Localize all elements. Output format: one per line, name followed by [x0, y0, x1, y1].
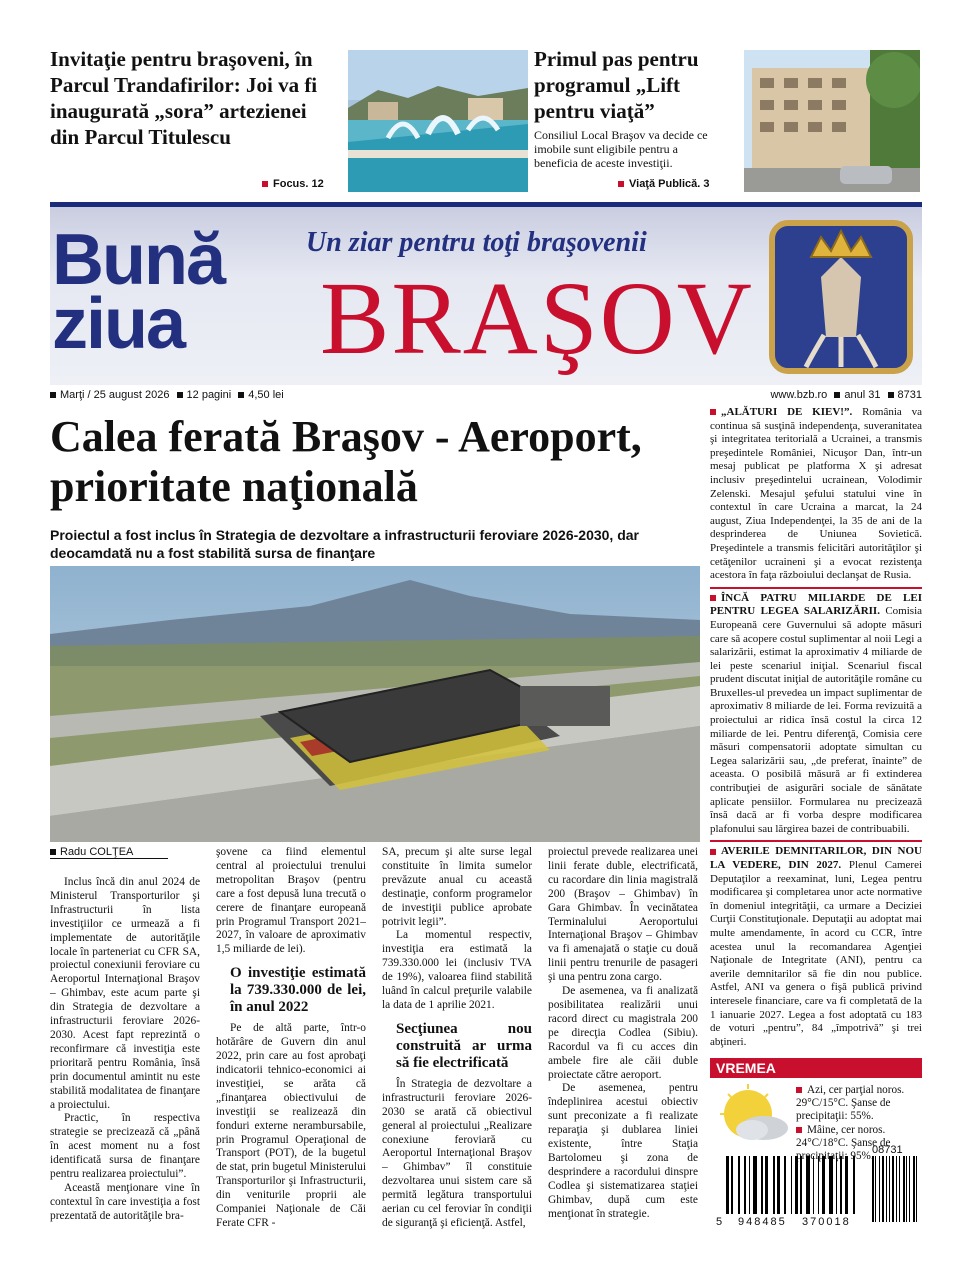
subheading-electrification: Secţiunea nou construită ar urma să fie electrificată [396, 1020, 532, 1071]
barcode-bar [784, 1156, 785, 1214]
issue-date: Marţi / 25 august 2026 [60, 389, 170, 401]
year-of-publication: anul 31 [844, 389, 881, 401]
teaser-1[interactable] [50, 46, 340, 196]
author-byline [50, 846, 168, 859]
logo-brasov: BRAŞOV [320, 261, 754, 376]
barcode-bar [906, 1156, 907, 1222]
barcode-bar [829, 1156, 833, 1214]
barcode-bar [822, 1156, 825, 1214]
issue-number: 8731 [897, 389, 922, 401]
barcode-bar [731, 1156, 732, 1214]
barcode-bar [875, 1156, 876, 1222]
logo-buna: Bună [52, 220, 224, 300]
bullet-icon [177, 392, 183, 398]
barcode-bar [872, 1156, 874, 1222]
main-headline[interactable]: Calea ferată Braşov - Aeroport, prioritate naţională [50, 412, 642, 511]
teaser-1-image [348, 50, 528, 192]
website-link[interactable]: www.bzb.ro [770, 389, 828, 401]
barcode-addon-number: 08731 [872, 1144, 903, 1156]
barcode-bar [886, 1156, 887, 1222]
teaser-1-ref-text: Focus. 12 [273, 178, 324, 190]
barcode-digit: 5 [716, 1216, 723, 1228]
dateline [50, 389, 922, 401]
tagline: Un ziar pentru toţi braşovenii [306, 227, 647, 258]
bullet-icon [710, 849, 716, 855]
article-paragraph: Această menţionare vine în contextul în care investiţia a fost prezentată de autorităţile bra- [50, 1181, 200, 1222]
brief-salarizare[interactable] [710, 587, 922, 837]
bullet-icon [834, 392, 840, 398]
barcode-bar [813, 1156, 814, 1214]
bullet-icon [710, 409, 716, 415]
barcode-bar [913, 1156, 915, 1222]
weather-today-text: Azi, cer parţial noros. 29°C/15°C. Şanse de precipitaţii: 55%. [796, 1084, 905, 1122]
teaser-1-title: Invitaţie pentru braşoveni, în Parcul Trandafirilor: Joi va fi inaugurată „sora” artezienei din Parcul Titulescu [50, 47, 318, 149]
article-column-1 [50, 876, 200, 1224]
brief-text: România va continua să susţină independenţa, suveranitatea şi integritatea teritorială a Ucrainei, a transmis preşedintele României, Nicuşor Dan, într-un mesaj publicat pe platforma X şi adresat inclusiv preşedintelui ucrainean, Volodimir Zelenski. Mesajul şefului statului vine în contextul în care Ucraina a marcat, la 24 august, Ziua Independenţei, la 35 de ani de la desprinderea de Uniunea Sovietică. Preşedintele a transmis felicitări autorităţilor şi cetăţenilor ucraineni şi a evocat rezistenţa acestora în faţa războiului declanşat de Rusia. [710, 406, 922, 582]
teaser-2-title: Primul pas pentru programul „Lift pentru viaţă” [534, 47, 699, 123]
article-paragraph: Practic, în respectiva strategie se precizează că „până în acest moment nu a fost identificată sursa de finanţare pentru realizarea proiectului”. [50, 1112, 200, 1181]
teaser-2-image [744, 50, 920, 192]
barcode-bar [916, 1156, 917, 1222]
article-paragraph: SA, precum şi alte surse legal constituite în limita sumelor prevăzute anual cu această destinaţie, conform programelor de investiţii publice aprobate potrivit legii”. [382, 846, 532, 928]
barcode-bar [806, 1156, 810, 1214]
barcode-bar [909, 1156, 910, 1222]
article-column-3 [382, 846, 532, 1231]
logo-ziua: ziua [52, 284, 185, 364]
barcode-bar [882, 1156, 884, 1222]
barcode-bar [879, 1156, 880, 1222]
article-paragraph: Inclus încă din anul 2024 de Ministerul Transporturilor şi Infrastructurii în lista investiţiilor ce urmează a fi implementate de autorităţile locale în parteneriat cu CFR SA, proiectul conexiunii feroviare cu Aeroportul Internaţional Braşov – Ghimbav, este acum parte şi din Strategia de dezvoltare a infrastructurii feroviare 2026-2030. Acest fapt reprezintă o reconfirmare că investiţia este prioritară pentru România, însă prin documentul amintit nu este stabilită modalitatea de finanţare a proiectului. [50, 876, 200, 1111]
barcode-bar [777, 1156, 780, 1214]
article-paragraph: În Strategia de dezvoltare a infrastructurii feroviare 2026-2030 se arată că obiectivul general al proiectului „Realizare conexiune feroviară cu Aeroportul Internaţional Braşov – Ghimbav” îl constituie dezvoltarea unui sistem care să permită legătura transportului aerian cu cel feroviar în condiţii de siguranţă şi eficienţă. Astfel, [382, 1077, 532, 1229]
bullet-icon [238, 392, 244, 398]
brief-text: Comisia Europeană cere Guvernului să adopte măsuri care să acopere costul suplimentar al noii Legi a salarizării, estimat la aproximativ 4 miliarde de lei peste scenariul iniţial. Scenariul fiscal prudent discutat iniţial de autorităţile române cu Bruxelles-ul prevedea un impact suplimentar de aproximativ 8 miliarde de lei. Forma revizuită a proiectului ar ridica însă costul la circa 12 miliarde de lei. Pentru diferenţă, Comisia cere măsuri compensatorii adoptate simultan cu Legea salarizării sau, „de preferat, înainte” de aceasta. O posibilă măsură ar fi extinderea contribuţiei de asigurări sociale de sănătate aplicate pensiilor. Formularea nu precizează însă dacă ar fi vorba despre modificarea plafonului sau lărgirea bazei de contribuabili. [710, 605, 923, 835]
barcode-bar [773, 1156, 774, 1214]
bullet-icon [796, 1087, 802, 1093]
barcode-bar [853, 1156, 854, 1214]
brief-title: „ALĂTURI DE KIEV!”. [721, 406, 853, 418]
page-count: 12 pagini [186, 389, 232, 401]
news-briefs [710, 406, 922, 1053]
article-column-2 [216, 846, 366, 1231]
brief-text: Plenul Camerei Deputaţilor a reexaminat, luni, Legea pentru modificarea şi completarea unor acte normative în domeniul integrităţii, ca urmare a Deciziei Curţii Constituţionale. Deputaţii au adoptat mai multe amendamente, în acord cu CCR, între acestea unul la recomandarea Agenţiei Naţionale de Integritate (ANI), pentru ca averile demnitarilor să fie din nou publice. Astfel, ANI va genera o fişă publică privind interesele financiare, care va fi completată de la 1 ianuarie 2027. Legea a fost adoptată cu 183 de voturi „pentru”, 84 „împotrivă” şi trei abţineri. [710, 859, 923, 1048]
weather-today [796, 1084, 922, 1123]
barcode-bar [749, 1156, 750, 1214]
teaser-1-ref[interactable] [262, 178, 324, 190]
barcode-bar [903, 1156, 905, 1222]
article-paragraph: proiectul prevede realizarea unei linii ferate duble, electrificată, cu racordare din linia magistrală 200 (Braşov – Ghimbav) în Gara Ghimbav. În vecinătatea Terminalului Aeroportului Internaţional Braşov – Ghimbav va fi amenajată o staţie cu două linii pentru trenurile de pasageri şi una pentru zona cargo. [548, 846, 698, 984]
partly-cloudy-icon [716, 1084, 792, 1144]
coat-of-arms-icon [766, 217, 916, 377]
barcode-bar [761, 1156, 762, 1214]
barcode-bar [818, 1156, 819, 1214]
barcode-bar [795, 1156, 798, 1214]
barcode-bar [899, 1156, 900, 1222]
barcode-bar [845, 1156, 848, 1214]
bullet-icon [50, 849, 56, 855]
subheading-investment: O investiţie estimată la 739.330.000 de lei, în anul 2022 [230, 965, 366, 1016]
weather-title: VREMEA [710, 1058, 922, 1078]
barcode-bar [800, 1156, 801, 1214]
brief-title: ÎNCĂ PATRU MILIARDE DE LEI PENTRU LEGEA SALARIZĂRII. [710, 591, 922, 618]
barcode-left-digits: 948485 [738, 1216, 787, 1228]
article-column-4 [548, 846, 698, 1221]
article-paragraph: De asemenea, pentru îndeplinirea acestui obiectiv sunt preconizate a fi realizate reparaţia şi dublarea liniei existente, între Staţia Bartolomeu şi zona de desprindere a racordului dinspre Codlea şi sistematizarea staţiei Ghimbav, după cum este menţionat în strategie. [548, 1082, 698, 1220]
brief-kiev[interactable] [710, 406, 922, 583]
barcode-bar [836, 1156, 837, 1214]
article-paragraph: Pe de altă parte, într-o hotărâre de Guvern din anul 2022, prin care au fost aprobaţi indicatorii tehnico-economici ai investiţiei, se arăta că „finanţarea obiectivului de investiţii se realizează din fonduri externe nerambursabile, prin Programul Operaţional de Transport (POT), de la bugetul de stat, prin bugetul Ministerului Transporturilor şi Infrastructurii, din veniturile proprii ale Companiei Naţionale de Căi Ferate CFR - [216, 1022, 366, 1229]
bullet-icon [710, 595, 716, 601]
barcode-bar [896, 1156, 897, 1222]
article-paragraph: De asemenea, va fi analizată posibilitatea realizării unui racord direct cu magistrala 200 pe direcţia Codlea (Sibiu). Racordul va fi cu acces din ambele fire ale căii duble proiectate către aeroport. [548, 985, 698, 1081]
author-name: Radu COLŢEA [60, 846, 134, 858]
brief-title: AVERILE DEMNITARILOR, DIN NOU LA VEDERE, DIN 2027. [710, 845, 922, 871]
brief-averi[interactable] [710, 840, 922, 1049]
barcode-bar [765, 1156, 768, 1214]
teaser-2-ref-text: Viaţă Publică. 3 [629, 178, 710, 190]
barcode-bar [738, 1156, 739, 1214]
airport-photo [50, 566, 700, 842]
barcode-bar [744, 1156, 747, 1214]
bullet-icon [618, 181, 624, 187]
teaser-2[interactable] [534, 46, 739, 170]
bullet-icon [262, 181, 268, 187]
barcode-bar [753, 1156, 757, 1214]
teaser-2-subtitle: Consiliul Local Braşov va decide ce imobile sunt eligibile pentru a beneficia de aceste investiţii. [534, 128, 708, 170]
barcode-bar [889, 1156, 890, 1222]
price: 4,50 lei [248, 389, 284, 401]
barcode [716, 1144, 922, 1240]
barcode-bar [892, 1156, 894, 1222]
barcode-bar [840, 1156, 843, 1214]
masthead [50, 202, 922, 385]
bullet-icon [888, 392, 894, 398]
barcode-right-digits: 370018 [802, 1216, 851, 1228]
bullet-icon [50, 392, 56, 398]
article-paragraph: şovene ca fiind elementul central al proiectului trenului metropolitan Braşov (pentru care a fost depusă luna trecută o cerere de finanţare europeană prin Programul Transport 2021–2027, în valoare de aproximativ 1,5 miliarde de lei). [216, 846, 366, 956]
barcode-bar [726, 1156, 729, 1214]
barcode-bar [791, 1156, 792, 1214]
bullet-icon [796, 1127, 802, 1133]
weather-tomorrow-text: Mâine, cer noros. 24°C/18°C. Şanse de 95%. [796, 1124, 891, 1162]
teaser-2-ref[interactable] [618, 178, 710, 190]
main-deck: Proiectul a fost inclus în Strategia de dezvoltare a infrastructurii feroviare 2026-2030, dar deocamdată nu a fost stabilită sursa de finanţare [50, 527, 639, 561]
article-paragraph: La momentul respectiv, investiţia era estimată la 739.330.000 lei (inclusiv TVA de 19%), valoarea fiind stabilită luând în calcul preţurile valabile la data de 1 aprilie 2021. [382, 929, 532, 1011]
